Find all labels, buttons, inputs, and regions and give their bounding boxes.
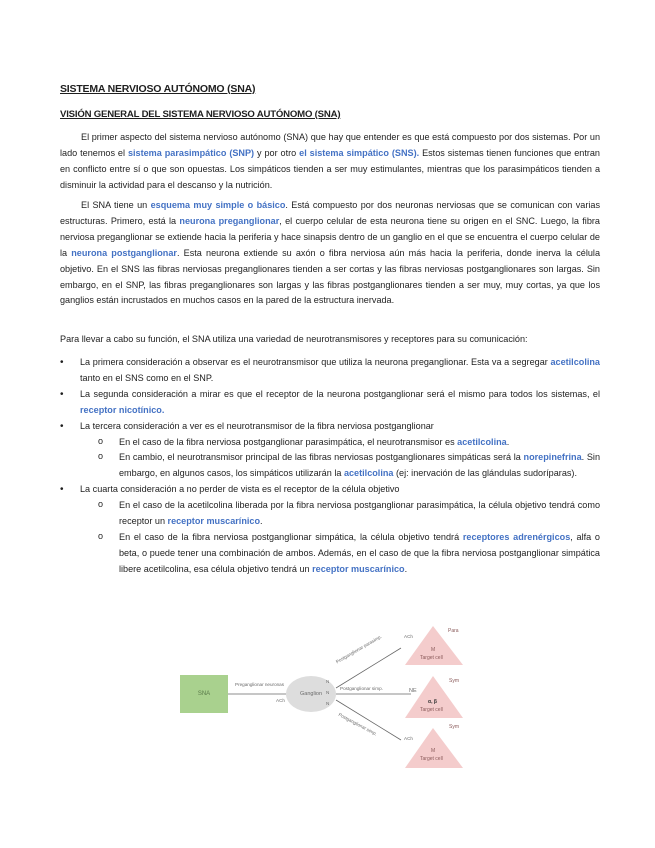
sub-list-item (80, 435, 600, 451)
paragraph-2 (60, 198, 600, 309)
sym-label-2: Sym (449, 724, 459, 730)
text: . Está compuesto por dos neuronas nerviosas que se comunican con varias estructuras. Primero, está la (60, 200, 600, 226)
post-fiber-label-top: Postganglionar parasimp. (335, 633, 383, 665)
receptor-mid: α, β (428, 699, 437, 705)
ganglion: Ganglion (286, 676, 336, 712)
text: . Sin embargo, en algunos casos, los simpáticos utilizarán la (119, 452, 601, 479)
text: La tercera consideración a ver es el neurotransmisor de la fibra nerviosa postganglionar (80, 420, 434, 431)
text: El primer aspecto del sistema nervioso autónomo (SNA) que hay que entender es que está compuesto por dos sistemas. Por un lado tenemos el (60, 132, 600, 158)
list-item (60, 419, 600, 483)
text: y por otro (254, 147, 300, 158)
highlight-snp: sistema parasimpático (SNP) (127, 147, 255, 158)
sub-list (80, 498, 600, 578)
receptor-bot: M (431, 748, 436, 754)
text: , el cuerpo celular de esta neurona tiene su origen en el SNC. Luego, la fibra nerviosa preganglionar se extiende hacia la periferia y hace sinapsis dentro de un ganglio en el que se encuentra el cuerpo celular de la (60, 215, 600, 258)
paragraph-1 (60, 130, 600, 194)
sna-diagram (175, 620, 475, 770)
ach-label-top: ACh (404, 634, 413, 639)
highlight-neurona-post: neurona postganglionar (71, 247, 177, 258)
pre-fiber-label: Preganglionar neuronas (235, 682, 285, 687)
target-cell-top: Target cell (420, 655, 443, 661)
highlight: receptor muscarínico (167, 516, 261, 527)
text: En el caso de la acetilcolina liberada por la fibra nerviosa postganglionar parasimpática, la célula objetivo tendrá como receptor un (119, 500, 600, 527)
highlight: acetilcolina (457, 436, 507, 447)
text: , alfa o beta, o puede tener una combinación de ambos. Además, en el caso de que la fibra nerviosa postganglionar simpática libere acetilcolina, esa célula objetivo tendrá un (119, 531, 600, 574)
target-cell-bot: Target cell (420, 756, 443, 762)
page-title: SISTEMA NERVIOSO AUTÓNOMO (SNA) (60, 83, 256, 95)
text: tanto en el SNS como en el SNP. (80, 372, 214, 383)
sub-list-item (80, 450, 600, 482)
nicotinic-label-3: N (326, 701, 330, 706)
highlight: receptor nicotínico. (80, 404, 165, 415)
highlight: acetilcolina (550, 357, 600, 367)
text: El SNA tiene un (81, 200, 151, 210)
list-item (60, 387, 600, 419)
para-label: Para (448, 628, 459, 634)
text: En cambio, el neurotransmisor principal de las fibras nerviosas postganglionares simpáticas será la (119, 452, 524, 463)
target-cell-mid: Target cell (420, 707, 443, 713)
highlight-neurona-pre: neurona preganglionar (179, 215, 280, 226)
consideration-list (60, 355, 600, 578)
post-fiber-label-bot: Postganglionar simp. (337, 712, 378, 737)
text: En el caso de la fibra nerviosa postganglionar simpática, la célula objetivo tendrá (119, 531, 463, 542)
sub-list-item (80, 530, 600, 578)
sub-list (80, 435, 600, 483)
sym-label-1: Sym (449, 678, 459, 684)
ne-label: NE (409, 688, 417, 694)
list-item (60, 482, 600, 577)
receptor-top: M (431, 647, 436, 653)
nicotinic-label-2: N (326, 690, 330, 695)
text: . Esta neurona extiende su axón o fibra nerviosa aún más hacia la periferia, donde inerva la célula objetivo. En el SNS las fibras nerviosas preganglionares tienden a ser cortas y las fibras nerviosas postganglionares son largas. Sin embargo, en el SNP, las fibras preganglionares son largas y las fibras postganglionares tienden a ser muy, muy cortas, ya que los ganglios están incrustados en muchos casos en la pared de la estructura inervada. (60, 247, 601, 306)
highlight: receptores adrenérgicos (462, 531, 571, 542)
text: La segunda consideración a mirar es que el receptor de la neurona postganglionar será el mismo para todos los sistemas, el (80, 388, 600, 399)
section-subtitle: VISIÓN GENERAL DEL SISTEMA NERVIOSO AUTÓNOMO (SNA) (60, 109, 341, 120)
post-fiber-label-mid: Postganglionar simp. (340, 686, 383, 691)
ach-label-bot: ACh (404, 736, 413, 741)
sub-list-item (80, 498, 600, 530)
text: La primera consideración a observar es el neurotransmisor que utiliza la neurona preganglionar. Esta va a segregar (80, 357, 551, 367)
highlight-esquema: esquema muy simple o básico (150, 200, 286, 210)
highlight: norepinefrina (523, 452, 582, 463)
list-item (60, 355, 600, 387)
text: La cuarta consideración a no perder de vista es el receptor de la célula objetivo (80, 484, 400, 495)
text: (ej: inervación de las glándulas sudoríparas). (393, 468, 577, 479)
paragraph-3: Para llevar a cabo su función, el SNA utiliza una variedad de neurotransmisores y receptores para su comunicación: (60, 334, 528, 344)
sna-box: SNA (180, 675, 228, 713)
highlight: acetilcolina (343, 468, 394, 479)
text: . (506, 436, 510, 447)
highlight-sns: el sistema simpático (SNS). (299, 147, 420, 158)
highlight: receptor muscarínico (312, 563, 405, 574)
nicotinic-label-1: N (326, 679, 330, 684)
text: En el caso de la fibra nerviosa postganglionar parasimpática, el neurotransmisor es (119, 436, 458, 447)
text: Estos sistemas tienen funciones que entran en conflicto entre sí o que son opuestas. Los simpáticos tienden a ser muy estimulantes, mientras que los parasimpáticos tienden a disminuir la actividad para el descanso y la nutrición. (60, 147, 600, 190)
ach-label-left: ACh (276, 698, 285, 703)
text: . (260, 516, 263, 527)
text: . (404, 563, 408, 574)
